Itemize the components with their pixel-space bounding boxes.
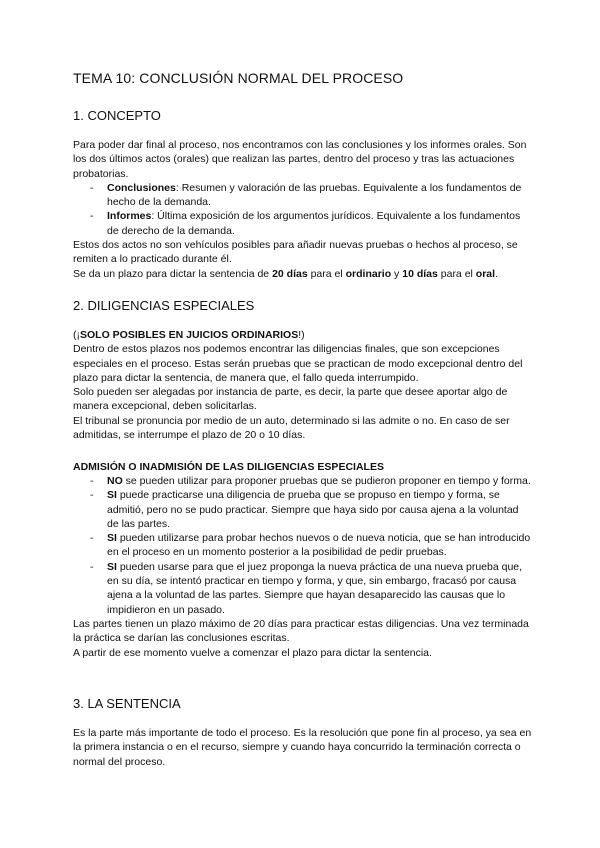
section-concepto-body: [73, 138, 533, 281]
list-item: - Informes: Última exposición de los argumentos jurídicos. Equivalente a los fundamentos de derecho de la demanda.: [73, 209, 533, 238]
document-title: TEMA 10: CONCLUSIÓN NORMAL DEL PROCESO: [73, 70, 404, 86]
note: (¡SOLO POSIBLES EN JUICIOS ORDINARIOS!): [73, 329, 305, 341]
section-sentencia-body: [73, 726, 533, 769]
paragraph: Es la parte más importante de todo el proceso. Es la resolución que pone fin al proceso, ya sea en la primera instancia o en el recurso, siempre y cuando haya concurrido la terminación correcta o normal del proceso.: [73, 727, 532, 768]
paragraph: Se da un plazo para dictar la sentencia de 20 días para el ordinario y 10 días para el oral.: [73, 267, 498, 280]
paragraph: Solo pueden ser alegadas por instancia de parte, es decir, la parte que desee aportar algo de manera excepcional, deben solicitarlas.: [73, 386, 508, 413]
list-item: - Conclusiones: Resumen y valoración de las pruebas. Equivalente a los fundamentos de hecho de la demanda.: [73, 181, 533, 210]
section-diligencias-body: [73, 328, 533, 442]
paragraph: Estos dos actos no son vehículos posibles para añadir nuevas pruebas o hechos al proceso, se remiten a lo practicado durante él.: [73, 239, 518, 266]
section-sentencia: [73, 696, 533, 711]
list-item: - SI pueden usarse para que el juez proponga la nueva práctica de una nueva prueba que, en su día, se intentó practicar en tiempo y forma, y que, sin embargo, fracasó por causa ajena a la voluntad de las partes. Siempre que hayan desaparecido las causas que lo impidieron en un pasado.: [73, 560, 533, 617]
list-item: - SI pueden utilizarse para probar hechos nuevos o de nueva noticia, que se han introducido en el proceso en un momento posterior a la posibilidad de pedir pruebas.: [73, 531, 533, 560]
section-diligencias: [73, 298, 533, 313]
section-heading: 3. LA SENTENCIA: [73, 696, 181, 711]
list-item: - NO se pueden utilizar para proponer pruebas que se pudieron proponer en tiempo y forma.: [73, 474, 533, 488]
list-item: - SI puede practicarse una diligencia de prueba que se propuso en tiempo y forma, se admitió, pero no se pudo practicar. Siempre que haya sido por causa ajena a la voluntad de las partes.: [73, 488, 533, 531]
bullet-list: [73, 181, 533, 238]
section-concepto: [73, 108, 533, 123]
paragraph: A partir de ese momento vuelve a comenzar el plazo para dictar la sentencia.: [73, 646, 432, 659]
subsection-heading: ADMISIÓN O INADMISIÓN DE LAS DILIGENCIAS ESPECIALES: [73, 461, 384, 473]
paragraph: Dentro de estos plazos nos podemos encontrar las diligencias finales, que son excepciones especiales en el proceso. Estas serán pruebas que se practican de modo excepcional dentro del plazo para dictar la sentencia, de manera que, el fallo queda interrumpido.: [73, 343, 523, 384]
section-heading: 2. DILIGENCIAS ESPECIALES: [73, 298, 255, 313]
paragraph: Para poder dar final al proceso, nos encontramos con las conclusiones y los informes orales. Son los dos últimos actos (orales) que realizan las partes, dentro del proceso y tras las actuaciones probatorias.: [73, 139, 527, 180]
section-heading: 1. CONCEPTO: [73, 108, 161, 123]
subsection-admision: [73, 460, 533, 660]
bullet-list: [73, 474, 533, 617]
paragraph: Las partes tienen un plazo máximo de 20 días para practicar estas diligencias. Una vez terminada la práctica se darían las conclusiones escritas.: [73, 617, 529, 645]
paragraph: El tribunal se pronuncia por medio de un auto, determinado si las admite o no. En caso de ser admitidas, se interrumpe el plazo de 20 o 10 días.: [73, 414, 510, 442]
